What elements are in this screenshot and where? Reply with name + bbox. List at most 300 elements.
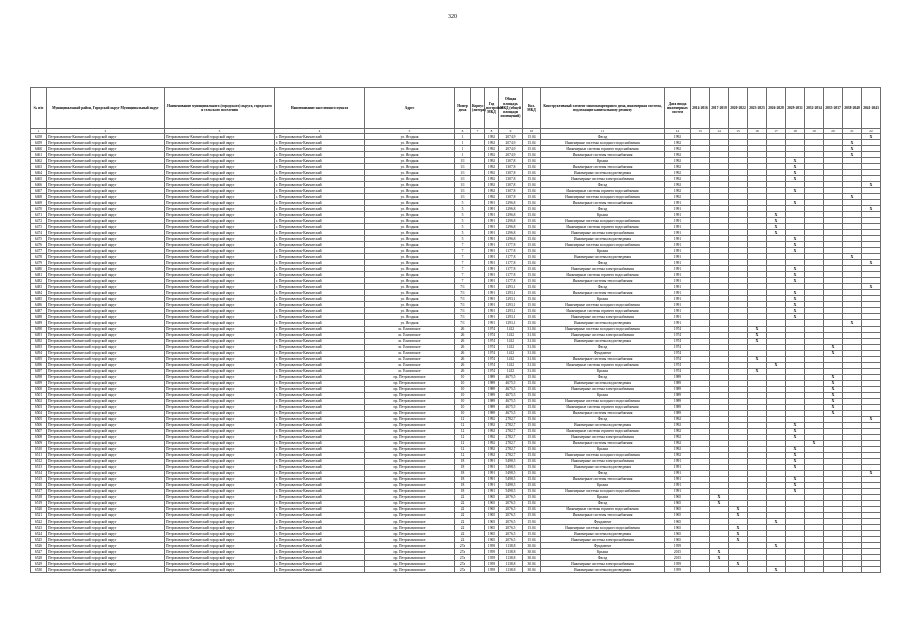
municipality-cell: Петропавловск-Камчатский городской округ (47, 350, 165, 356)
repair-element-cell: Инженерные системы теплоснабжения (541, 356, 665, 362)
address-cell: ул. Ягодная (365, 248, 455, 254)
commission-date-cell: 1991 (665, 482, 691, 488)
house-number-cell: 1/1 (455, 182, 471, 188)
area-cell: 2782,7 (499, 440, 523, 446)
period-cell: X (862, 284, 881, 290)
okrug-cell: Петропавловск-Камчатский городской округ (165, 350, 275, 356)
repair-element-cell: Фасад (541, 374, 665, 380)
settlement-cell: г. Петропавловск-Камчатский (275, 531, 365, 537)
build-year-cell: 1974 (485, 362, 499, 368)
column-number: 8 (485, 129, 499, 134)
area-cell: 1177,8 (499, 242, 523, 248)
house-number-cell: 7 (455, 272, 471, 278)
settlement-cell: г. Петропавловск-Камчатский (275, 260, 365, 266)
okrug-cell: Петропавловск-Камчатский городской округ (165, 326, 275, 332)
repair-element-cell: Инженерные системы электроснабжения (541, 176, 665, 182)
period-cell: X (786, 176, 805, 182)
build-year-cell: 1992 (485, 446, 499, 452)
area-cell: 1293,1 (499, 290, 523, 296)
build-year-cell: 1974 (485, 326, 499, 332)
repair-element-cell: Инженерные системы холодного водоснабжения (541, 488, 665, 494)
address-cell: ул. Ягодная (365, 314, 455, 320)
repair-element-cell: Инженерные системы электроснабжения (541, 230, 665, 236)
settlement-cell: г. Петропавловск-Камчатский (275, 314, 365, 320)
settlement-cell: г. Петропавловск-Камчатский (275, 519, 365, 525)
period-cell: X (786, 296, 805, 302)
column-header: 2032-2034 (805, 88, 824, 129)
row-number: 6501 (31, 392, 47, 398)
area-cell: 1412 (499, 332, 523, 338)
count-cell: 30.04 (523, 555, 541, 561)
repair-element-cell: Крыша (541, 482, 665, 488)
repair-element-cell: Инженерные системы теплоснабжения (541, 278, 665, 284)
house-number-cell: 22 (455, 531, 471, 537)
count-cell: 15.04 (523, 170, 541, 176)
municipality-cell: Петропавловск-Камчатский городской округ (47, 543, 165, 549)
row-number: 6465 (31, 176, 47, 182)
count-cell: 15.04 (523, 230, 541, 236)
house-number-cell: 5 (455, 212, 471, 218)
commission-date-cell: 1991 (665, 200, 691, 206)
commission-date-cell: 1989 (665, 404, 691, 410)
period-cell: X (786, 188, 805, 194)
address-cell: ул. Ягодная (365, 290, 455, 296)
period-cell (862, 567, 881, 573)
municipality-cell: Петропавловск-Камчатский городской округ (47, 302, 165, 308)
okrug-cell: Петропавловск-Камчатский городской округ (165, 296, 275, 302)
count-cell: 15.04 (523, 440, 541, 446)
settlement-cell: г. Петропавловск-Камчатский (275, 506, 365, 512)
address-cell: ул. Ягодная (365, 176, 455, 182)
column-header: 2023-2025 (748, 88, 767, 129)
house-number-cell: 7 (455, 260, 471, 266)
period-cell: X (824, 404, 843, 410)
municipality-cell: Петропавловск-Камчатский городской округ (47, 500, 165, 506)
municipality-cell: Петропавловск-Камчатский городской округ (47, 140, 165, 146)
address-cell: ул. Ягодная (365, 134, 455, 140)
address-cell: пр. Петропавловское (365, 434, 455, 440)
address-cell: пр. Петропавловское (365, 422, 455, 428)
count-cell: 15.04 (523, 164, 541, 170)
house-number-cell: 22 (455, 506, 471, 512)
build-year-cell: 1991 (485, 248, 499, 254)
repair-element-cell: Крыша (541, 248, 665, 254)
commission-date-cell: 1991 (665, 488, 691, 494)
okrug-cell: Петропавловск-Камчатский городской округ (165, 368, 275, 374)
municipality-cell: Петропавловск-Камчатский городской округ (47, 537, 165, 543)
commission-date-cell: 1959 (665, 567, 691, 573)
municipality-cell: Петропавловск-Камчатский городской округ (47, 476, 165, 482)
period-cell: X (786, 278, 805, 284)
address-cell: пр. Петропавловское (365, 458, 455, 464)
area-cell: 1412 (499, 356, 523, 362)
count-cell: 15.04 (523, 464, 541, 470)
settlement-cell: г. Петропавловск-Камчатский (275, 272, 365, 278)
commission-date-cell: 1991 (665, 242, 691, 248)
commission-date-cell: 1989 (665, 386, 691, 392)
okrug-cell: Петропавловск-Камчатский городской округ (165, 482, 275, 488)
house-number-cell: 5 (455, 224, 471, 230)
period-cell: X (786, 314, 805, 320)
build-year-cell: 1965 (485, 531, 499, 537)
okrug-cell: Петропавловск-Камчатский городской округ (165, 332, 275, 338)
build-year-cell: 1992 (485, 188, 499, 194)
municipality-cell: Петропавловск-Камчатский городской округ (47, 236, 165, 242)
period-cell: X (843, 146, 862, 152)
row-number: 6494 (31, 350, 47, 356)
municipality-cell: Петропавловск-Камчатский городской округ (47, 386, 165, 392)
row-number: 6528 (31, 555, 47, 561)
repair-element-cell: Фасад (541, 500, 665, 506)
column-header: Корпус (литера) (471, 88, 485, 129)
municipality-cell: Петропавловск-Камчатский городской округ (47, 410, 165, 416)
count-cell: 15.04 (523, 482, 541, 488)
settlement-cell: г. Петропавловск-Камчатский (275, 555, 365, 561)
municipality-cell: Петропавловск-Камчатский городской округ (47, 266, 165, 272)
repair-element-cell: Крыша (541, 368, 665, 374)
row-number: 6477 (31, 248, 47, 254)
settlement-cell: г. Петропавловск-Камчатский (275, 398, 365, 404)
repair-element-cell: Инженерные системы горячего водоснабжения (541, 272, 665, 278)
period-cell: X (862, 260, 881, 266)
settlement-cell: г. Петропавловск-Камчатский (275, 254, 365, 260)
okrug-cell: Петропавловск-Камчатский городской округ (165, 212, 275, 218)
period-cell: X (824, 344, 843, 350)
settlement-cell: г. Петропавловск-Камчатский (275, 290, 365, 296)
count-cell: 15.04 (523, 392, 541, 398)
count-cell: 15.04 (523, 476, 541, 482)
count-cell: 15.04 (523, 266, 541, 272)
area-cell: 2074,9 (499, 152, 523, 158)
address-cell: пр. Петропавловское (365, 404, 455, 410)
period-cell: X (710, 555, 729, 561)
build-year-cell: 1992 (485, 140, 499, 146)
municipality-cell: Петропавловск-Камчатский городской округ (47, 284, 165, 290)
build-year-cell: 1991 (485, 290, 499, 296)
house-number-cell: 26 (455, 362, 471, 368)
address-cell: пр. Петропавловское (365, 392, 455, 398)
period-cell: X (824, 392, 843, 398)
house-number-cell: 18 (455, 464, 471, 470)
commission-date-cell: 1991 (665, 236, 691, 242)
build-year-cell: 1992 (485, 164, 499, 170)
commission-date-cell: 1965 (665, 494, 691, 500)
repair-element-cell: Инженерные системы горячего водоснабжения (541, 308, 665, 314)
settlement-cell: г. Петропавловск-Камчатский (275, 146, 365, 152)
build-year-cell: 1989 (485, 380, 499, 386)
row-number: 6530 (31, 567, 47, 573)
row-number: 6522 (31, 519, 47, 525)
column-number: 22 (862, 129, 881, 134)
house-number-cell: 10 (455, 398, 471, 404)
repair-element-cell: Инженерные системы теплоснабжения (541, 290, 665, 296)
okrug-cell: Петропавловск-Камчатский городской округ (165, 194, 275, 200)
municipality-cell: Петропавловск-Камчатский городской округ (47, 242, 165, 248)
period-cell: X (786, 170, 805, 176)
count-cell: 15.04 (523, 140, 541, 146)
build-year-cell: 1974 (485, 332, 499, 338)
address-cell: пр. Петропавловское (365, 440, 455, 446)
row-number: 6499 (31, 380, 47, 386)
okrug-cell: Петропавловск-Камчатский городской округ (165, 308, 275, 314)
column-number: 4 (275, 129, 365, 134)
commission-date-cell: 1965 (665, 531, 691, 537)
okrug-cell: Петропавловск-Камчатский городской округ (165, 537, 275, 543)
settlement-cell: г. Петропавловск-Камчатский (275, 326, 365, 332)
area-cell: 2076,5 (499, 500, 523, 506)
row-number: 6466 (31, 182, 47, 188)
house-number-cell: 26 (455, 350, 471, 356)
okrug-cell: Петропавловск-Камчатский городской округ (165, 278, 275, 284)
repair-element-cell: Инженерные системы горячего водоснабжения (541, 188, 665, 194)
build-year-cell: 1992 (485, 434, 499, 440)
repair-element-cell: Инженерные системы водоотведения (541, 254, 665, 260)
period-cell: X (767, 230, 786, 236)
settlement-cell: г. Петропавловск-Камчатский (275, 392, 365, 398)
okrug-cell: Петропавловск-Камчатский городской округ (165, 549, 275, 555)
settlement-cell: г. Петропавловск-Камчатский (275, 434, 365, 440)
okrug-cell: Петропавловск-Камчатский городской округ (165, 302, 275, 308)
municipality-cell: Петропавловск-Камчатский городской округ (47, 320, 165, 326)
settlement-cell: г. Петропавловск-Камчатский (275, 164, 365, 170)
settlement-cell: г. Петропавловск-Камчатский (275, 350, 365, 356)
commission-date-cell: 1992 (665, 440, 691, 446)
build-year-cell: 1992 (485, 182, 499, 188)
column-number: 16 (748, 129, 767, 134)
row-number: 6526 (31, 543, 47, 549)
repair-element-cell: Инженерные системы водоотведения (541, 422, 665, 428)
count-cell: 15.04 (523, 182, 541, 188)
row-number: 6523 (31, 525, 47, 531)
row-number: 6467 (31, 188, 47, 194)
count-cell: 15.04 (523, 398, 541, 404)
area-cell: 2076,5 (499, 506, 523, 512)
address-cell: ул. Ягодная (365, 224, 455, 230)
commission-date-cell: 1991 (665, 296, 691, 302)
row-number: 6471 (31, 212, 47, 218)
municipality-cell: Петропавловск-Камчатский городской округ (47, 218, 165, 224)
settlement-cell: г. Петропавловск-Камчатский (275, 440, 365, 446)
capital-repair-table-sheet (30, 87, 879, 573)
area-cell: 1138,8 (499, 549, 523, 555)
settlement-cell: г. Петропавловск-Камчатский (275, 494, 365, 500)
commission-date-cell: 1991 (665, 218, 691, 224)
address-cell: ш. Елизовское (365, 350, 455, 356)
period-cell: X (729, 512, 748, 518)
count-cell: 15.04 (523, 519, 541, 525)
area-cell: 5498,5 (499, 470, 523, 476)
commission-date-cell: 1992 (665, 164, 691, 170)
okrug-cell: Петропавловск-Камчатский городской округ (165, 500, 275, 506)
period-cell: X (843, 320, 862, 326)
area-cell: 2074,9 (499, 146, 523, 152)
commission-date-cell: 1992 (665, 422, 691, 428)
municipality-cell: Петропавловск-Камчатский городской округ (47, 254, 165, 260)
row-number: 6498 (31, 374, 47, 380)
count-cell: 15.04 (523, 404, 541, 410)
commission-date-cell: 1991 (665, 458, 691, 464)
commission-date-cell: 1991 (665, 212, 691, 218)
count-cell: 31.04 (523, 332, 541, 338)
count-cell: 15.04 (523, 506, 541, 512)
commission-date-cell: 2015 (665, 549, 691, 555)
build-year-cell: 1991 (485, 482, 499, 488)
commission-date-cell: 1991 (665, 290, 691, 296)
build-year-cell: 1991 (485, 278, 499, 284)
count-cell: 31.04 (523, 338, 541, 344)
municipality-cell: Петропавловск-Камчатский городской округ (47, 416, 165, 422)
settlement-cell: г. Петропавловск-Камчатский (275, 278, 365, 284)
settlement-cell: г. Петропавловск-Камчатский (275, 284, 365, 290)
area-cell: 1138,8 (499, 561, 523, 567)
row-number: 6527 (31, 549, 47, 555)
address-cell: ул. Ягодная (365, 200, 455, 206)
area-cell: 4675,5 (499, 404, 523, 410)
municipality-cell: Петропавловск-Камчатский городской округ (47, 368, 165, 374)
municipality-cell: Петропавловск-Камчатский городской округ (47, 272, 165, 278)
municipality-cell: Петропавловск-Камчатский городской округ (47, 134, 165, 140)
count-cell: 31.04 (523, 344, 541, 350)
repair-element-cell: Инженерные системы холодного водоснабжения (541, 140, 665, 146)
row-number: 6478 (31, 254, 47, 260)
build-year-cell: 1991 (485, 254, 499, 260)
column-header: 2038-2040 (843, 88, 862, 129)
build-year-cell: 1965 (485, 519, 499, 525)
address-cell: пр. Петропавловское (365, 416, 455, 422)
address-cell: пр. Петропавловское (365, 482, 455, 488)
house-number-cell: 12 (455, 422, 471, 428)
commission-date-cell: 1991 (665, 464, 691, 470)
repair-element-cell: Инженерные системы горячего водоснабжения (541, 146, 665, 152)
commission-date-cell: 1989 (665, 374, 691, 380)
build-year-cell: 1992 (485, 134, 499, 140)
period-cell: X (786, 458, 805, 464)
house-number-cell: 22 (455, 525, 471, 531)
period-cell: X (862, 206, 881, 212)
okrug-cell: Петропавловск-Камчатский городской округ (165, 248, 275, 254)
period-cell: X (710, 494, 729, 500)
repair-element-cell: Фасад (541, 284, 665, 290)
column-header: Общая площадь МКД (общей площади помещений) (499, 88, 523, 129)
count-cell: 15.04 (523, 296, 541, 302)
count-cell: 15.04 (523, 488, 541, 494)
okrug-cell: Петропавловск-Камчатский городской округ (165, 506, 275, 512)
column-number: 11 (541, 129, 665, 134)
house-number-cell: 7/1 (455, 320, 471, 326)
okrug-cell: Петропавловск-Камчатский городской округ (165, 464, 275, 470)
row-number: 6484 (31, 290, 47, 296)
house-number-cell: 10 (455, 386, 471, 392)
period-cell (843, 567, 862, 573)
column-number: 13 (691, 129, 710, 134)
house-number-cell: 22 (455, 519, 471, 525)
house-number-cell: 10 (455, 392, 471, 398)
row-number: 6509 (31, 440, 47, 446)
table-body (31, 134, 881, 573)
area-cell: 1307,8 (499, 194, 523, 200)
settlement-cell: г. Петропавловск-Камчатский (275, 176, 365, 182)
settlement-cell: г. Петропавловск-Камчатский (275, 543, 365, 549)
okrug-cell: Петропавловск-Камчатский городской округ (165, 266, 275, 272)
build-year-cell: 1989 (485, 404, 499, 410)
column-header: Муниципальный район, Городской округ Муниципальный округ (47, 88, 165, 129)
count-cell: 15.04 (523, 260, 541, 266)
repair-element-cell: Инженерные системы теплоснабжения (541, 164, 665, 170)
build-year-cell: 1991 (485, 488, 499, 494)
repair-element-cell: Инженерные системы теплоснабжения (541, 476, 665, 482)
build-year-cell: 1965 (485, 506, 499, 512)
commission-date-cell: 1974 (665, 332, 691, 338)
build-year-cell: 1965 (485, 500, 499, 506)
count-cell: 15.04 (523, 374, 541, 380)
settlement-cell: г. Петропавловск-Камчатский (275, 404, 365, 410)
okrug-cell: Петропавловск-Камчатский городской округ (165, 458, 275, 464)
address-cell: ул. Ягодная (365, 146, 455, 152)
house-number-cell: 7/1 (455, 308, 471, 314)
address-cell: ул. Ягодная (365, 296, 455, 302)
period-cell: X (843, 152, 862, 158)
house-number-cell: 7 (455, 278, 471, 284)
repair-element-cell: Фасад (541, 260, 665, 266)
count-cell: 15.04 (523, 512, 541, 518)
repair-element-cell: Инженерные системы водоотведения (541, 380, 665, 386)
okrug-cell: Петропавловск-Камчатский городской округ (165, 146, 275, 152)
repair-element-cell: Инженерные системы электроснабжения (541, 332, 665, 338)
address-cell: пр. Петропавловское (365, 549, 455, 555)
commission-date-cell: 1965 (665, 506, 691, 512)
municipality-cell: Петропавловск-Камчатский городской округ (47, 422, 165, 428)
house-number-cell: 5 (455, 218, 471, 224)
address-cell: ш. Елизовское (365, 344, 455, 350)
address-cell: ш. Елизовское (365, 332, 455, 338)
commission-date-cell: 1991 (665, 230, 691, 236)
row-number: 6520 (31, 506, 47, 512)
house-number-cell: 18 (455, 488, 471, 494)
period-cell: X (843, 140, 862, 146)
period-cell: X (729, 561, 748, 567)
okrug-cell: Петропавловск-Камчатский городской округ (165, 428, 275, 434)
repair-element-cell: Фундамент (541, 350, 665, 356)
okrug-cell: Петропавловск-Камчатский городской округ (165, 470, 275, 476)
column-number: 9 (499, 129, 523, 134)
row-number: 6504 (31, 410, 47, 416)
commission-date-cell: 1992 (665, 182, 691, 188)
settlement-cell: г. Петропавловск-Камчатский (275, 308, 365, 314)
count-cell: 15.04 (523, 446, 541, 452)
municipality-cell: Петропавловск-Камчатский городской округ (47, 308, 165, 314)
period-cell: X (862, 182, 881, 188)
commission-date-cell: 1992 (665, 140, 691, 146)
column-number: 12 (665, 129, 691, 134)
build-year-cell: 1992 (485, 452, 499, 458)
build-year-cell: 1991 (485, 260, 499, 266)
row-number: 6482 (31, 278, 47, 284)
period-cell: X (786, 164, 805, 170)
row-number: 6462 (31, 158, 47, 164)
area-cell: 2782,7 (499, 434, 523, 440)
row-number: 6483 (31, 284, 47, 290)
area-cell: 1412 (499, 344, 523, 350)
period-cell: X (710, 500, 729, 506)
house-number-cell: 10 (455, 380, 471, 386)
okrug-cell: Петропавловск-Камчатский городской округ (165, 434, 275, 440)
okrug-cell: Петропавловск-Камчатский городской округ (165, 416, 275, 422)
count-cell: 15.04 (523, 422, 541, 428)
commission-date-cell: 1991 (665, 248, 691, 254)
address-cell: ул. Ягодная (365, 260, 455, 266)
commission-date-cell: 1991 (665, 206, 691, 212)
municipality-cell: Петропавловск-Камчатский городской округ (47, 488, 165, 494)
